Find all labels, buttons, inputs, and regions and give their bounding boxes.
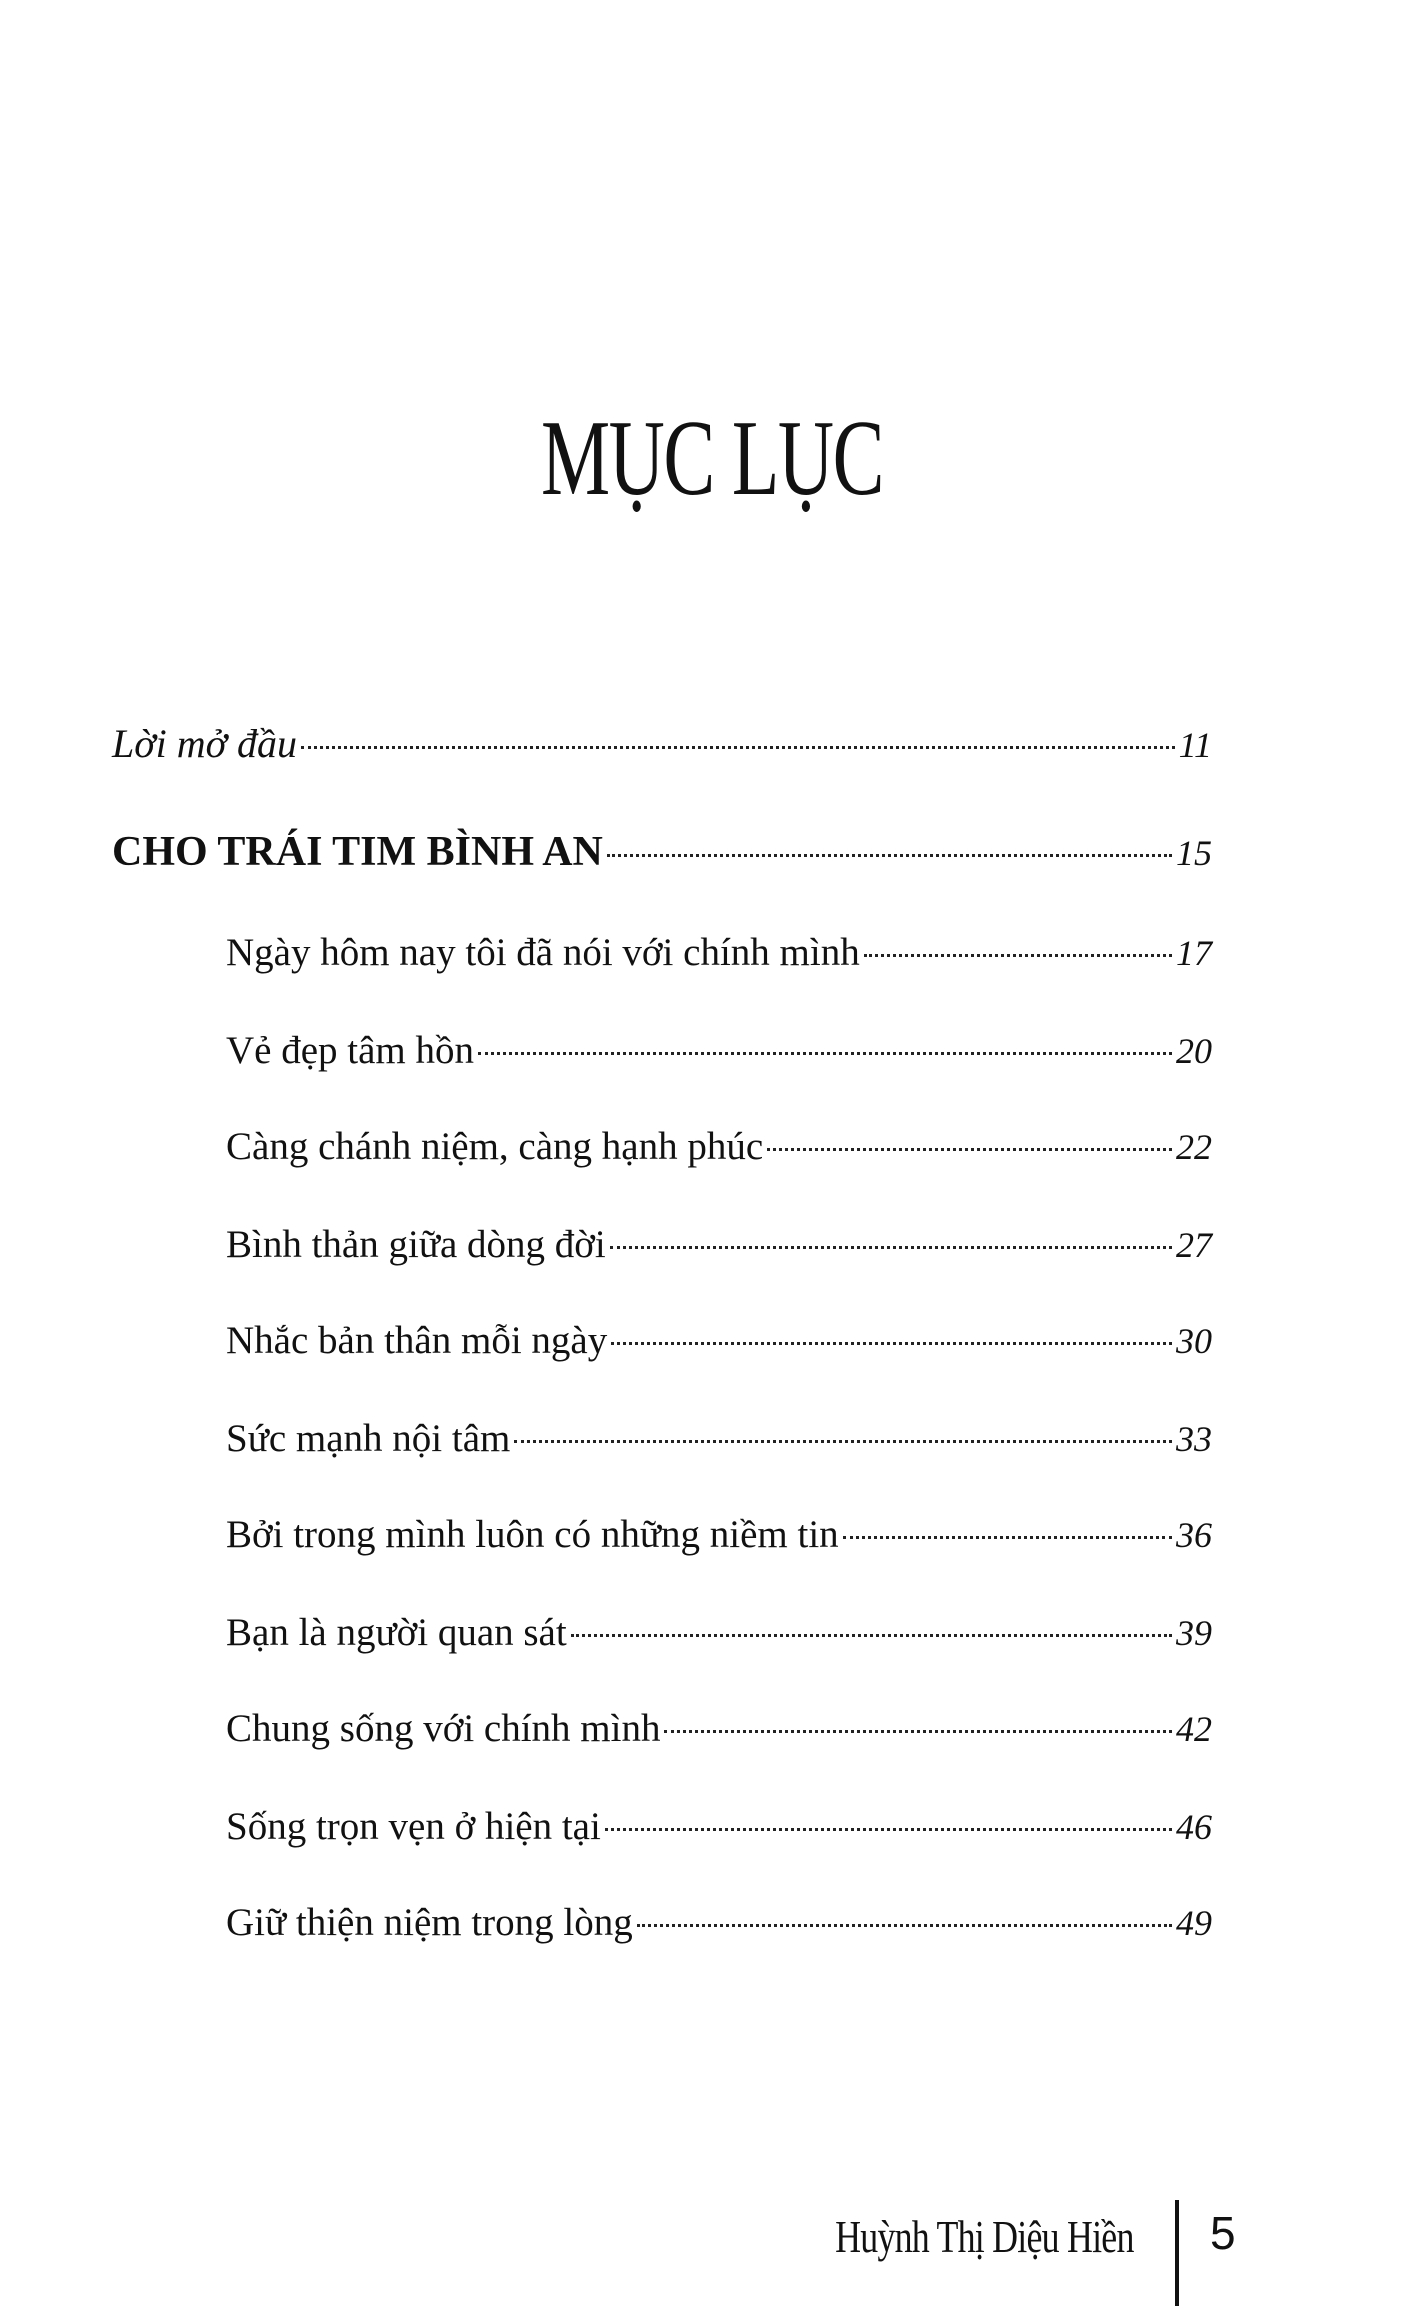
toc-entry-intro <box>112 720 1212 767</box>
dot-leader <box>478 1052 1172 1055</box>
toc-entry-label: Lời mở đầu <box>112 721 297 766</box>
toc-entry-page: 30 <box>1176 1321 1212 1361</box>
dot-leader <box>664 1730 1172 1733</box>
toc-entry-label: Nhắc bản thân mỗi ngày <box>226 1319 608 1362</box>
dot-leader <box>301 746 1175 749</box>
toc-entry-page: 17 <box>1176 933 1212 973</box>
toc-entry-label: Bạn là người quan sát <box>226 1611 567 1654</box>
toc-entry <box>226 930 1212 975</box>
dot-leader <box>610 1246 1172 1249</box>
toc-entry-section <box>112 828 1212 876</box>
footer-page-number: 5 <box>1210 2207 1236 2259</box>
toc-entry-page: 15 <box>1176 833 1212 873</box>
toc-entry-label: Giữ thiện niệm trong lòng <box>226 1901 633 1944</box>
toc-entry <box>226 1028 1212 1073</box>
toc-entry <box>226 1416 1212 1461</box>
toc-entry-label: CHO TRÁI TIM BÌNH AN <box>112 829 603 875</box>
toc-entry <box>226 1900 1212 1945</box>
dot-leader <box>843 1536 1172 1539</box>
dot-leader <box>607 854 1172 857</box>
dot-leader <box>514 1440 1172 1443</box>
dot-leader <box>864 954 1172 957</box>
toc-entry <box>226 1804 1212 1849</box>
dot-leader <box>637 1924 1172 1927</box>
toc-entry-page: 36 <box>1176 1515 1212 1555</box>
toc-entry-page: 42 <box>1176 1709 1212 1749</box>
toc-entry-page: 22 <box>1176 1127 1212 1167</box>
toc-entry-page: 33 <box>1176 1419 1212 1459</box>
toc-entry <box>226 1222 1212 1267</box>
toc-entry <box>226 1706 1212 1751</box>
toc-entry-page: 20 <box>1176 1031 1212 1071</box>
toc-entry-page: 49 <box>1176 1903 1212 1943</box>
toc-entry-label: Ngày hôm nay tôi đã nói với chính mình <box>226 931 860 974</box>
footer-author: Huỳnh Thị Diệu Hiền <box>835 2211 1134 2262</box>
toc-entry <box>226 1512 1212 1557</box>
toc-entry <box>226 1124 1212 1169</box>
toc-entry-page: 27 <box>1176 1225 1212 1265</box>
toc-entry-page: 39 <box>1176 1613 1212 1653</box>
dot-leader <box>767 1148 1172 1151</box>
toc-entry-label: Càng chánh niệm, càng hạnh phúc <box>226 1125 764 1168</box>
toc-entry-label: Vẻ đẹp tâm hồn <box>226 1029 475 1072</box>
toc-entry-label: Sức mạnh nội tâm <box>226 1417 511 1460</box>
toc-entry-label: Bình thản giữa dòng đời <box>226 1223 606 1266</box>
toc-entry-label: Chung sống với chính mình <box>226 1707 661 1750</box>
dot-leader <box>611 1342 1172 1345</box>
toc-entry-page: 46 <box>1176 1807 1212 1847</box>
dot-leader <box>605 1828 1172 1831</box>
toc-entry <box>226 1318 1212 1363</box>
toc-entry <box>226 1610 1212 1655</box>
toc-entry-page: 11 <box>1178 725 1212 765</box>
footer-divider <box>1175 2200 1179 2306</box>
toc-entry-label: Sống trọn vẹn ở hiện tại <box>226 1805 601 1848</box>
page-title: MỤC LỤC <box>540 399 884 518</box>
dot-leader <box>571 1634 1172 1637</box>
toc-entry-label: Bởi trong mình luôn có những niềm tin <box>226 1513 839 1556</box>
